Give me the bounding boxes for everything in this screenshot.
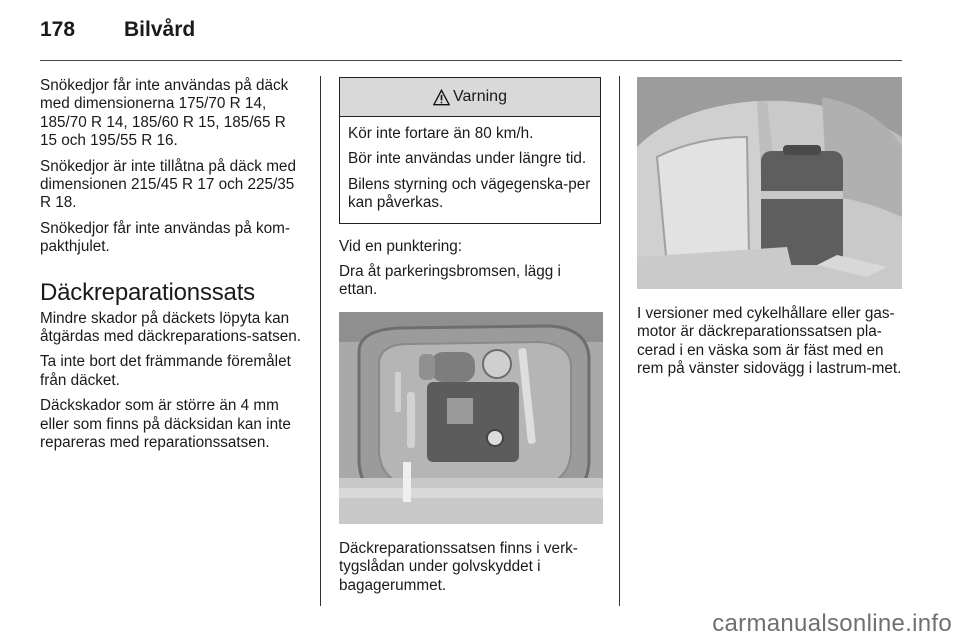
warning-line-2: Bör inte användas under längre tid. xyxy=(348,150,587,168)
column-3 xyxy=(637,77,902,386)
repair-kit-caption: Däckreparationssatsen finns i verk-tygslådan under golvskyddet i bagagerummet. xyxy=(339,539,578,594)
watermark: carmanualsonline.info xyxy=(712,610,952,637)
column-2 xyxy=(339,77,603,602)
puncture-instruction: Dra åt parkeringsbromsen, lägg i ettan. xyxy=(339,263,561,299)
warning-body xyxy=(340,117,600,223)
snow-chain-paragraph-2: Snökedjor är inte tillåtna på däck med dimensionen 215/45 R 17 och 225/35 R 18. xyxy=(40,157,296,212)
warning-line-3: Bilens styrning och vägegenska-per kan påverkas. xyxy=(348,175,591,212)
trunk-bag-photo xyxy=(637,77,902,289)
warning-triangle-icon xyxy=(433,89,450,106)
snow-chain-paragraph-1: Snökedjor får inte användas på däck med dimensionerna 175/70 R 14, 185/70 R 14, 185/60 R 15, 185/65 R 15 och 195/55 R 16. xyxy=(40,77,289,150)
column-divider-2 xyxy=(619,76,620,606)
warning-header xyxy=(340,78,600,117)
column-divider-1 xyxy=(320,76,321,606)
warning-box xyxy=(339,77,601,224)
header-divider xyxy=(40,60,902,61)
page-header xyxy=(40,18,195,50)
trunk-bag-caption: I versioner med cykelhållare eller gas-motor är däckreparationssatsen pla-cerad i en väska som är fäst med en rem på vänster sidovägg i lastrum-met. xyxy=(637,305,902,378)
puncture-intro: Vid en punktering: xyxy=(339,237,463,255)
warning-line-1: Kör inte fortare än 80 km/h. xyxy=(348,125,534,142)
page-number: 178 xyxy=(40,18,76,41)
repair-kit-paragraph-3: Däckskador som är större än 4 mm eller som finns på däcksidan kan inte repareras med reparationssatsen. xyxy=(40,397,291,452)
chapter-title: Bilvård xyxy=(124,18,196,41)
column-1 xyxy=(40,77,306,460)
repair-kit-photo xyxy=(339,312,603,524)
snow-chain-paragraph-3: Snökedjor får inte användas på kom-pakthjulet. xyxy=(40,219,290,256)
repair-kit-paragraph-1: Mindre skador på däckets löpyta kan åtgärdas med däckreparations-satsen. xyxy=(40,309,302,346)
section-heading: Däckreparationssats xyxy=(40,278,255,306)
warning-title: Varning xyxy=(453,87,507,105)
repair-kit-paragraph-2: Ta inte bort det främmande föremålet från däcket. xyxy=(40,353,291,389)
